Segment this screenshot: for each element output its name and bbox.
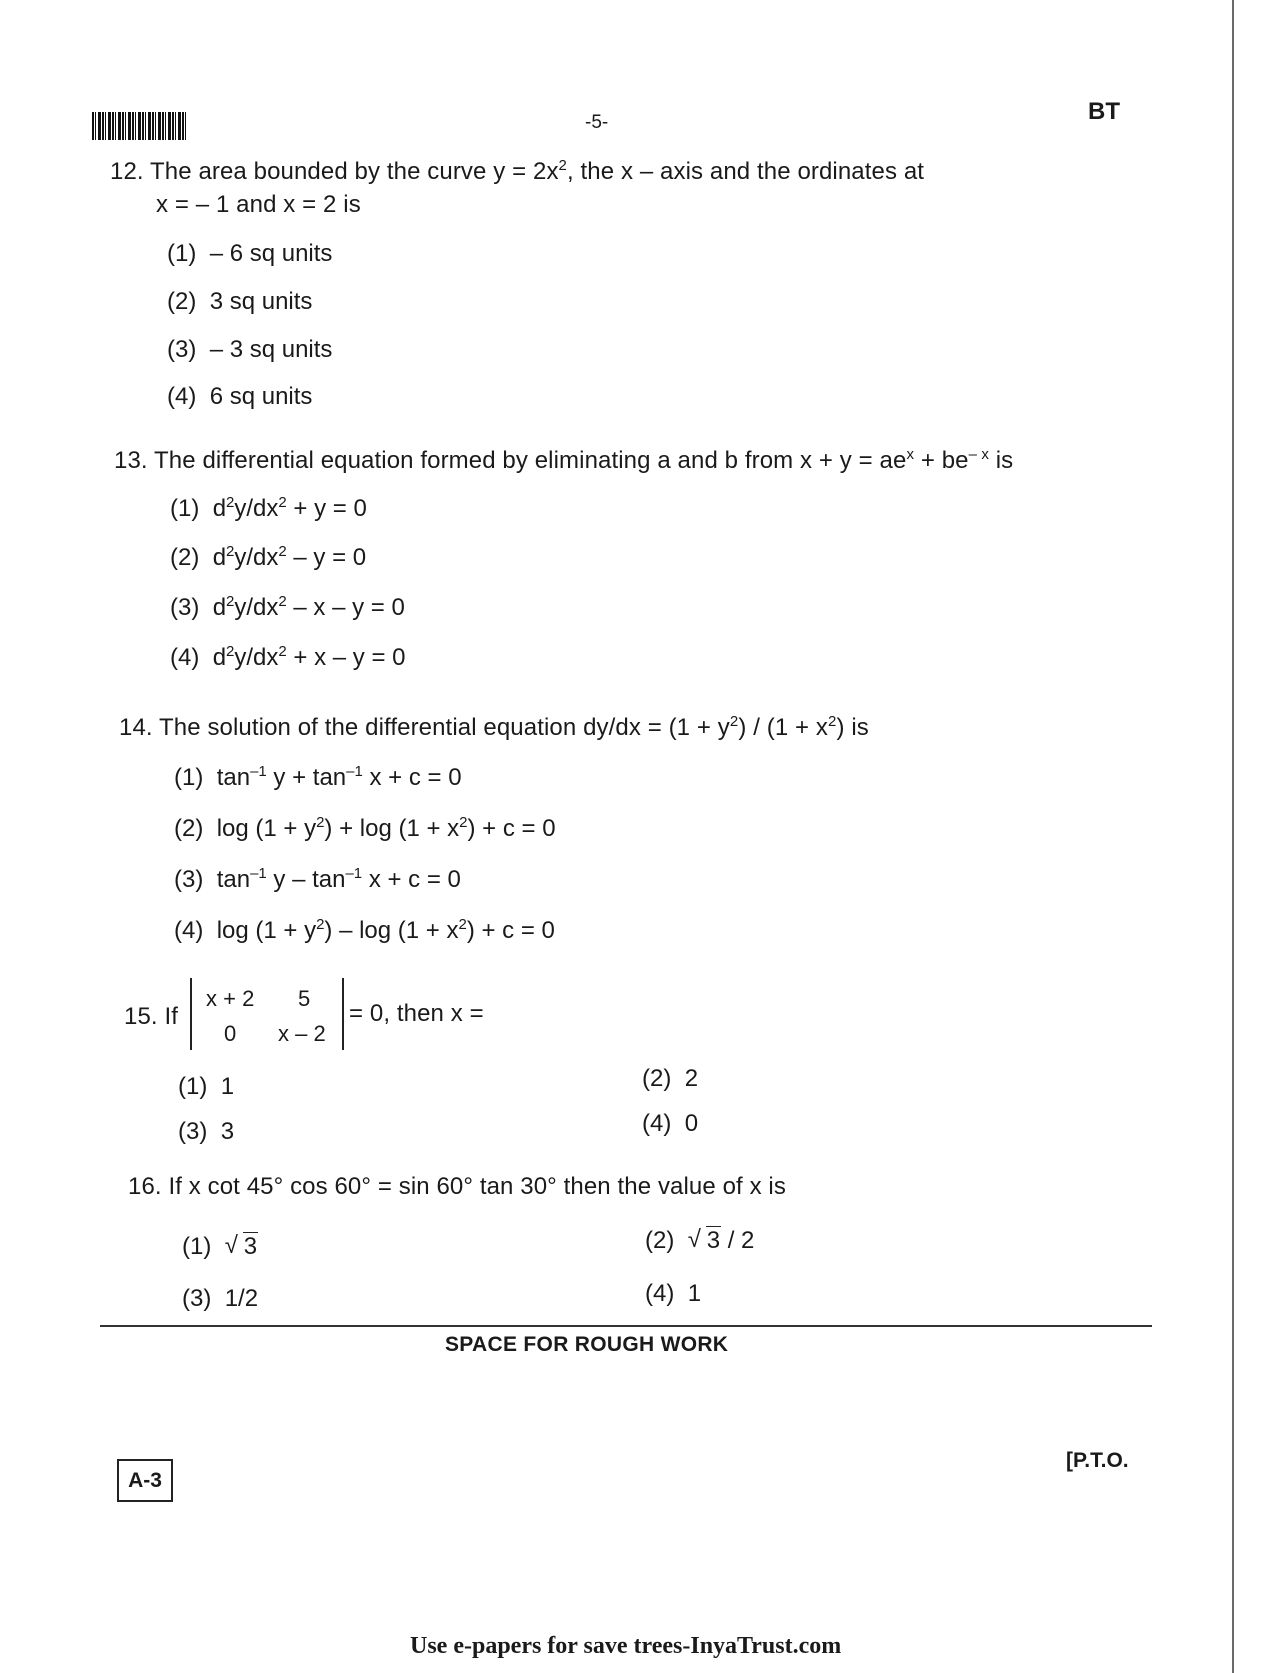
option: (2) $\log (1 + y^2) + \log (1 + x^2) + c = 0$ <box>174 814 556 842</box>
square-root: √ 3 <box>688 1227 721 1255</box>
question-number: 12. <box>110 158 144 185</box>
question-14 <box>119 714 869 742</box>
rough-work-heading: SPACE FOR ROUGH WORK <box>445 1333 729 1356</box>
option: (1) $d^2y/dx^2 + y = 0$ <box>170 494 367 522</box>
question-number: 15. <box>124 1003 158 1030</box>
matrix-cell: x – 2 <box>278 1021 326 1046</box>
option: (4) 6 sq units <box>167 383 313 410</box>
determinant <box>190 978 344 1050</box>
booklet-code: BT <box>1088 98 1120 125</box>
option: (1) $\tan^{-1} y + \tan^{-1} x + c = 0$ <box>174 763 462 791</box>
question-number: 16. <box>128 1173 162 1200</box>
question-12 <box>110 158 924 186</box>
scan-edge <box>1232 0 1234 1673</box>
question-15-rest: = 0, then x = <box>349 1000 484 1027</box>
footer-text: Use e-papers for save trees-InyaTrust.com <box>410 1633 842 1659</box>
option: (1) – 6 sq units <box>167 240 333 267</box>
matrix-cell: 0 <box>224 1021 237 1046</box>
question-15 <box>124 1003 178 1031</box>
option: (2) 3 sq units <box>167 288 313 315</box>
question-13 <box>114 447 1013 475</box>
barcode <box>92 112 188 140</box>
question-text: If <box>164 1003 178 1030</box>
matrix-cell: 5 <box>298 986 311 1011</box>
pto-label: [P.T.O. <box>1066 1449 1129 1472</box>
option: (3) – 3 sq units <box>167 336 333 363</box>
divider <box>100 1325 1152 1327</box>
option: (3) $\tan^{-1} y - \tan^{-1} x + c = 0$ <box>174 865 461 893</box>
question-number: 14. <box>119 714 153 741</box>
option: (2) $d^2y/dx^2 - y = 0$ <box>170 543 367 571</box>
option: (3) $d^2y/dx^2 - x - y = 0$ <box>170 593 405 621</box>
option: (1) 1 <box>178 1073 235 1100</box>
option: (3) 3 <box>178 1118 235 1145</box>
option: (4) 0 <box>642 1110 699 1137</box>
page-number: -5- <box>585 112 609 133</box>
question-text: If x cot 45° cos 60° = sin 60° tan 30° then the value of x is <box>168 1173 786 1200</box>
option: (3) 1/2 <box>182 1285 259 1312</box>
matrix-cell: x + 2 <box>206 986 255 1011</box>
option: (2) √ 3 / 2 <box>645 1227 754 1255</box>
option: (1) √ 3 <box>182 1233 258 1261</box>
series-code: A-3 <box>117 1459 173 1502</box>
question-12-line-2: x = – 1 and x = 2 is <box>156 191 361 218</box>
question-text: The differential equation formed by eliminating a and b from $x + y = ae^x + be^{- x}$ is <box>154 446 1014 474</box>
question-number: 13. <box>114 447 148 474</box>
square-root: √ 3 <box>225 1233 258 1261</box>
option: (4) 1 <box>645 1280 702 1307</box>
question-16 <box>128 1173 786 1201</box>
question-text: The solution of the differential equation $dy/dx = (1 + y^2) / (1 + x^2)$ is <box>159 713 869 741</box>
option: (4) $d^2y/dx^2 + x - y = 0$ <box>170 643 406 671</box>
option: (2) 2 <box>642 1065 699 1092</box>
option: (4) $\log (1 + y^2) - \log (1 + x^2) + c = 0$ <box>174 916 555 944</box>
question-text: The area bounded by the curve $y = 2x^2$, the x – axis and the ordinates at <box>150 157 925 185</box>
